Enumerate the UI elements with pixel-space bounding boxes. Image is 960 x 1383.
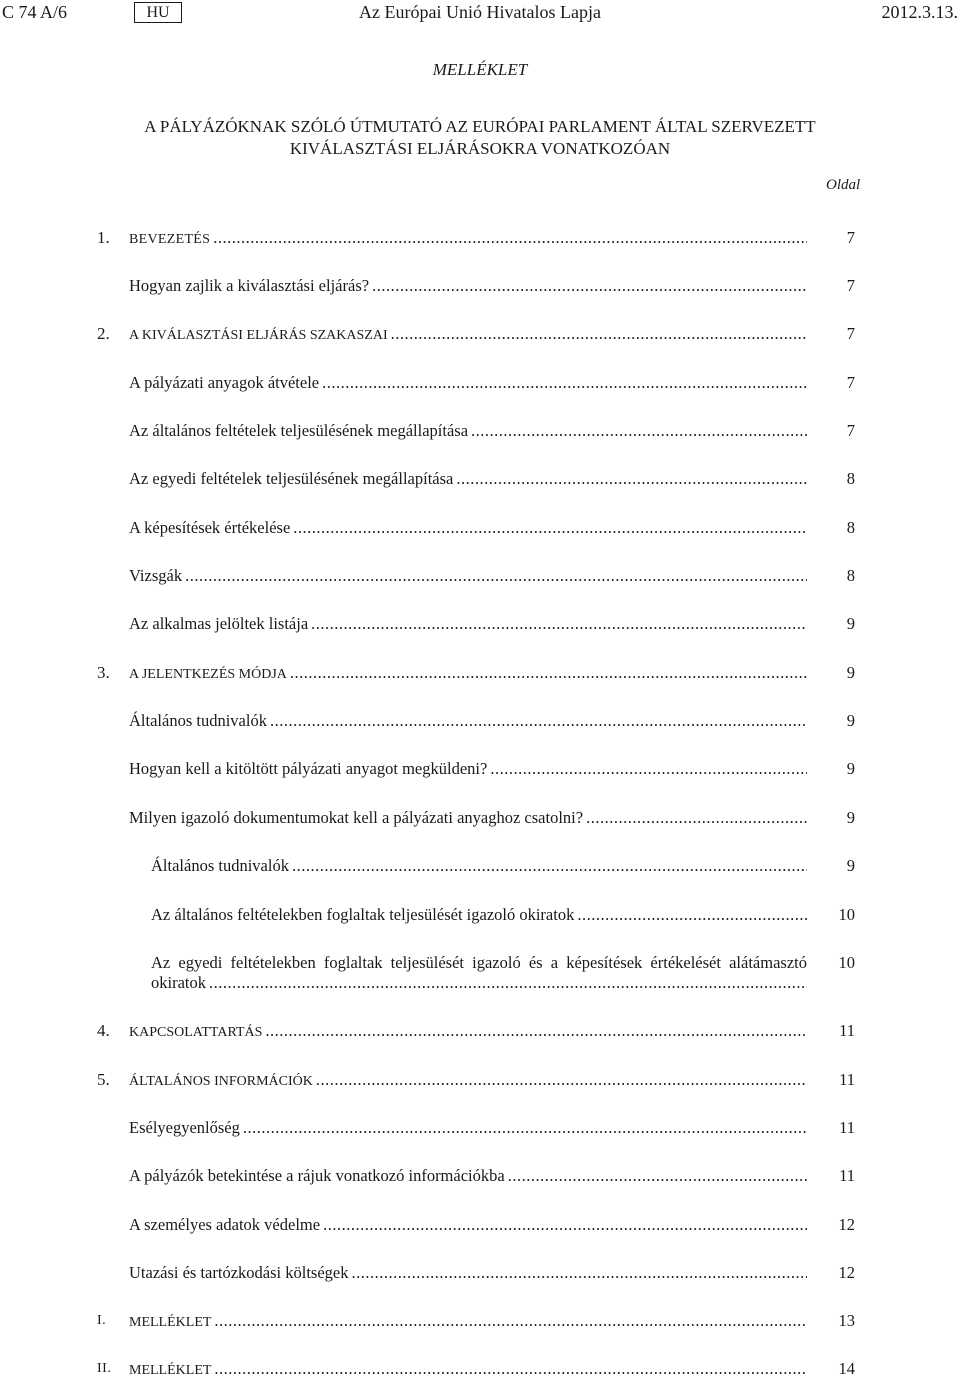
toc-entry-label: MELLÉKLET	[129, 1363, 214, 1378]
toc-entry-label-wrap	[129, 1215, 807, 1235]
toc-entry-label: Általános tudnivalók	[151, 856, 292, 875]
toc-entry-label: MELLÉKLET	[129, 1315, 214, 1330]
toc-entry-label: Általános tudnivalók	[129, 711, 270, 730]
toc-page-number: 7	[846, 276, 855, 295]
page-header	[0, 0, 960, 24]
document-title: A PÁLYÁZÓKNAK SZÓLÓ ÚTMUTATÓ AZ EURÓPAI PARLAMENT ÁLTAL SZERVEZETT KIVÁLASZTÁSI ELJÁRÁSOKRA VONATKOZÓAN	[144, 117, 816, 158]
toc-entry-label-wrap	[129, 324, 807, 344]
toc-section-number: I.	[97, 1313, 107, 1328]
toc-section-number: 1.	[97, 228, 110, 247]
toc-entry[interactable]	[0, 856, 960, 880]
toc-section-number: II.	[97, 1361, 112, 1376]
toc-entry-label: Esélyegyenlőség	[129, 1118, 243, 1137]
journal-reference: C 74 A/6	[2, 2, 68, 22]
toc-page-number: 9	[846, 808, 855, 827]
toc-entry-label: ÁLTALÁNOS INFORMÁCIÓK	[129, 1074, 316, 1089]
language-code-box: HU	[134, 2, 182, 23]
toc-page-number: 8	[846, 566, 855, 585]
toc-entry-label: A JELENTKEZÉS MÓDJA	[129, 667, 290, 682]
toc-entry-label: Utazási és tartózkodási költségek	[129, 1263, 351, 1282]
toc-entry[interactable]	[0, 1118, 960, 1142]
toc-entry-label-wrap	[129, 1166, 807, 1186]
toc-entry[interactable]	[0, 1311, 960, 1335]
toc-page-number: 7	[846, 373, 855, 392]
toc-page-number: 11	[839, 1118, 855, 1137]
toc-page-number: 13	[838, 1311, 855, 1330]
toc-entry[interactable]	[0, 324, 960, 348]
toc-entry-label-wrap	[151, 973, 807, 993]
toc-entry-label-wrap	[129, 373, 807, 393]
toc-entry[interactable]	[0, 1021, 960, 1045]
toc-entry[interactable]	[0, 228, 960, 252]
toc-section-number: 5.	[97, 1070, 110, 1089]
toc-entry-label-wrap	[129, 1070, 807, 1090]
toc-entry-label: KAPCSOLATTARTÁS	[129, 1025, 265, 1040]
toc-entry[interactable]	[0, 905, 960, 929]
toc-entry-label-wrap	[129, 1118, 807, 1138]
toc-entry[interactable]	[0, 663, 960, 687]
toc-entry[interactable]	[0, 711, 960, 735]
toc-entry-label-wrap	[129, 614, 807, 634]
toc-page-number: 12	[838, 1215, 855, 1234]
toc-page-number: 12	[838, 1263, 855, 1282]
toc-section-number: 4.	[97, 1021, 110, 1040]
toc-page-number: 8	[846, 469, 855, 488]
toc-entry-label-line2: okiratok	[151, 973, 209, 992]
toc-entry-label-wrap	[129, 469, 807, 489]
toc-entry-label-wrap	[129, 518, 807, 538]
toc-entry-label-wrap	[129, 421, 807, 441]
toc-page-number: 9	[846, 614, 855, 633]
toc-page-number: 9	[846, 711, 855, 730]
toc-entry-label-wrap	[129, 1311, 807, 1331]
toc-entry-label: Milyen igazoló dokumentumokat kell a pályázati anyaghoz csatolni?	[129, 808, 586, 827]
toc-entry-label: Az egyedi feltételek teljesülésének megállapítása	[129, 469, 456, 488]
toc-entry-label-wrap	[129, 663, 807, 683]
toc-entry-label-wrap	[129, 711, 807, 731]
toc-entry-label-wrap	[151, 856, 807, 876]
toc-entry-label: A KIVÁLASZTÁSI ELJÁRÁS SZAKASZAI	[129, 328, 391, 343]
page-column-label: Oldal	[826, 177, 861, 193]
publication-date: 2012.3.13.	[881, 2, 958, 22]
toc-page-number: 9	[846, 663, 855, 682]
toc-entry[interactable]	[0, 421, 960, 445]
toc-page-number: 7	[846, 421, 855, 440]
toc-entry[interactable]	[0, 759, 960, 783]
toc-entry-label: A pályázók betekintése a rájuk vonatkozó információkba	[129, 1166, 508, 1185]
toc-entry-label-wrap	[129, 808, 807, 828]
toc-entry-label: BEVEZETÉS	[129, 232, 213, 247]
journal-title: Az Európai Unió Hivatalos Lapja	[359, 2, 601, 22]
toc-page-number: 7	[846, 228, 855, 247]
toc-entry-label: Hogyan kell a kitöltött pályázati anyagot megküldeni?	[129, 759, 490, 778]
toc-entry[interactable]	[0, 518, 960, 542]
toc-page-number: 11	[839, 1070, 855, 1089]
toc-entry-label: Az általános feltételekben foglaltak teljesülését igazoló okiratok	[151, 905, 577, 924]
toc-page-number: 14	[838, 1359, 855, 1378]
toc-page-number: 9	[846, 856, 855, 875]
toc-page-number: 8	[846, 518, 855, 537]
toc-entry[interactable]	[0, 566, 960, 590]
toc-entry-label: Vizsgák	[129, 566, 185, 585]
toc-entry-label-line1: Az egyedi feltételekben foglaltak teljesülését igazoló és a képesítések értékelését alátámasztó	[151, 953, 807, 972]
toc-page-number: 11	[839, 1166, 855, 1185]
annex-label: MELLÉKLET	[432, 60, 528, 79]
toc-entry-label-wrap	[129, 1021, 807, 1041]
toc-entry-label: A pályázati anyagok átvétele	[129, 373, 322, 392]
toc-page-number: 7	[846, 324, 855, 343]
toc-entry-label: Az alkalmas jelöltek listája	[129, 614, 311, 633]
toc-entry-label-wrap	[129, 759, 807, 779]
toc-entry[interactable]	[0, 373, 960, 397]
toc-entry[interactable]	[0, 614, 960, 638]
toc-page-number: 11	[839, 1021, 855, 1040]
toc-entry-label: Hogyan zajlik a kiválasztási eljárás?	[129, 276, 372, 295]
toc-entry[interactable]	[0, 1263, 960, 1287]
toc-entry[interactable]	[0, 1215, 960, 1239]
toc-section-number: 3.	[97, 663, 110, 682]
toc-entry-label: A személyes adatok védelme	[129, 1215, 323, 1234]
toc-entry-label-wrap	[129, 566, 807, 586]
toc-page-number: 10	[838, 905, 855, 924]
toc-page-number: 9	[846, 759, 855, 778]
toc-entry-label: A képesítések értékelése	[129, 518, 293, 537]
toc-section-number: 2.	[97, 324, 110, 343]
toc-entry-label-wrap	[151, 905, 807, 925]
toc-entry-label: Az általános feltételek teljesülésének megállapítása	[129, 421, 471, 440]
toc-entry[interactable]	[0, 469, 960, 493]
toc-entry-label-wrap	[129, 1263, 807, 1283]
toc-entry[interactable]	[0, 1166, 960, 1190]
toc-entry-label-wrap	[129, 1359, 807, 1379]
toc-entry-label-wrap	[129, 276, 807, 296]
toc-entry[interactable]	[0, 276, 960, 300]
toc-entry[interactable]	[0, 1359, 960, 1383]
toc-entry[interactable]	[0, 953, 960, 997]
toc-entry-label-wrap	[129, 228, 807, 248]
toc-entry[interactable]	[0, 808, 960, 832]
toc-page-number: 10	[838, 953, 855, 972]
toc-entry[interactable]	[0, 1070, 960, 1094]
